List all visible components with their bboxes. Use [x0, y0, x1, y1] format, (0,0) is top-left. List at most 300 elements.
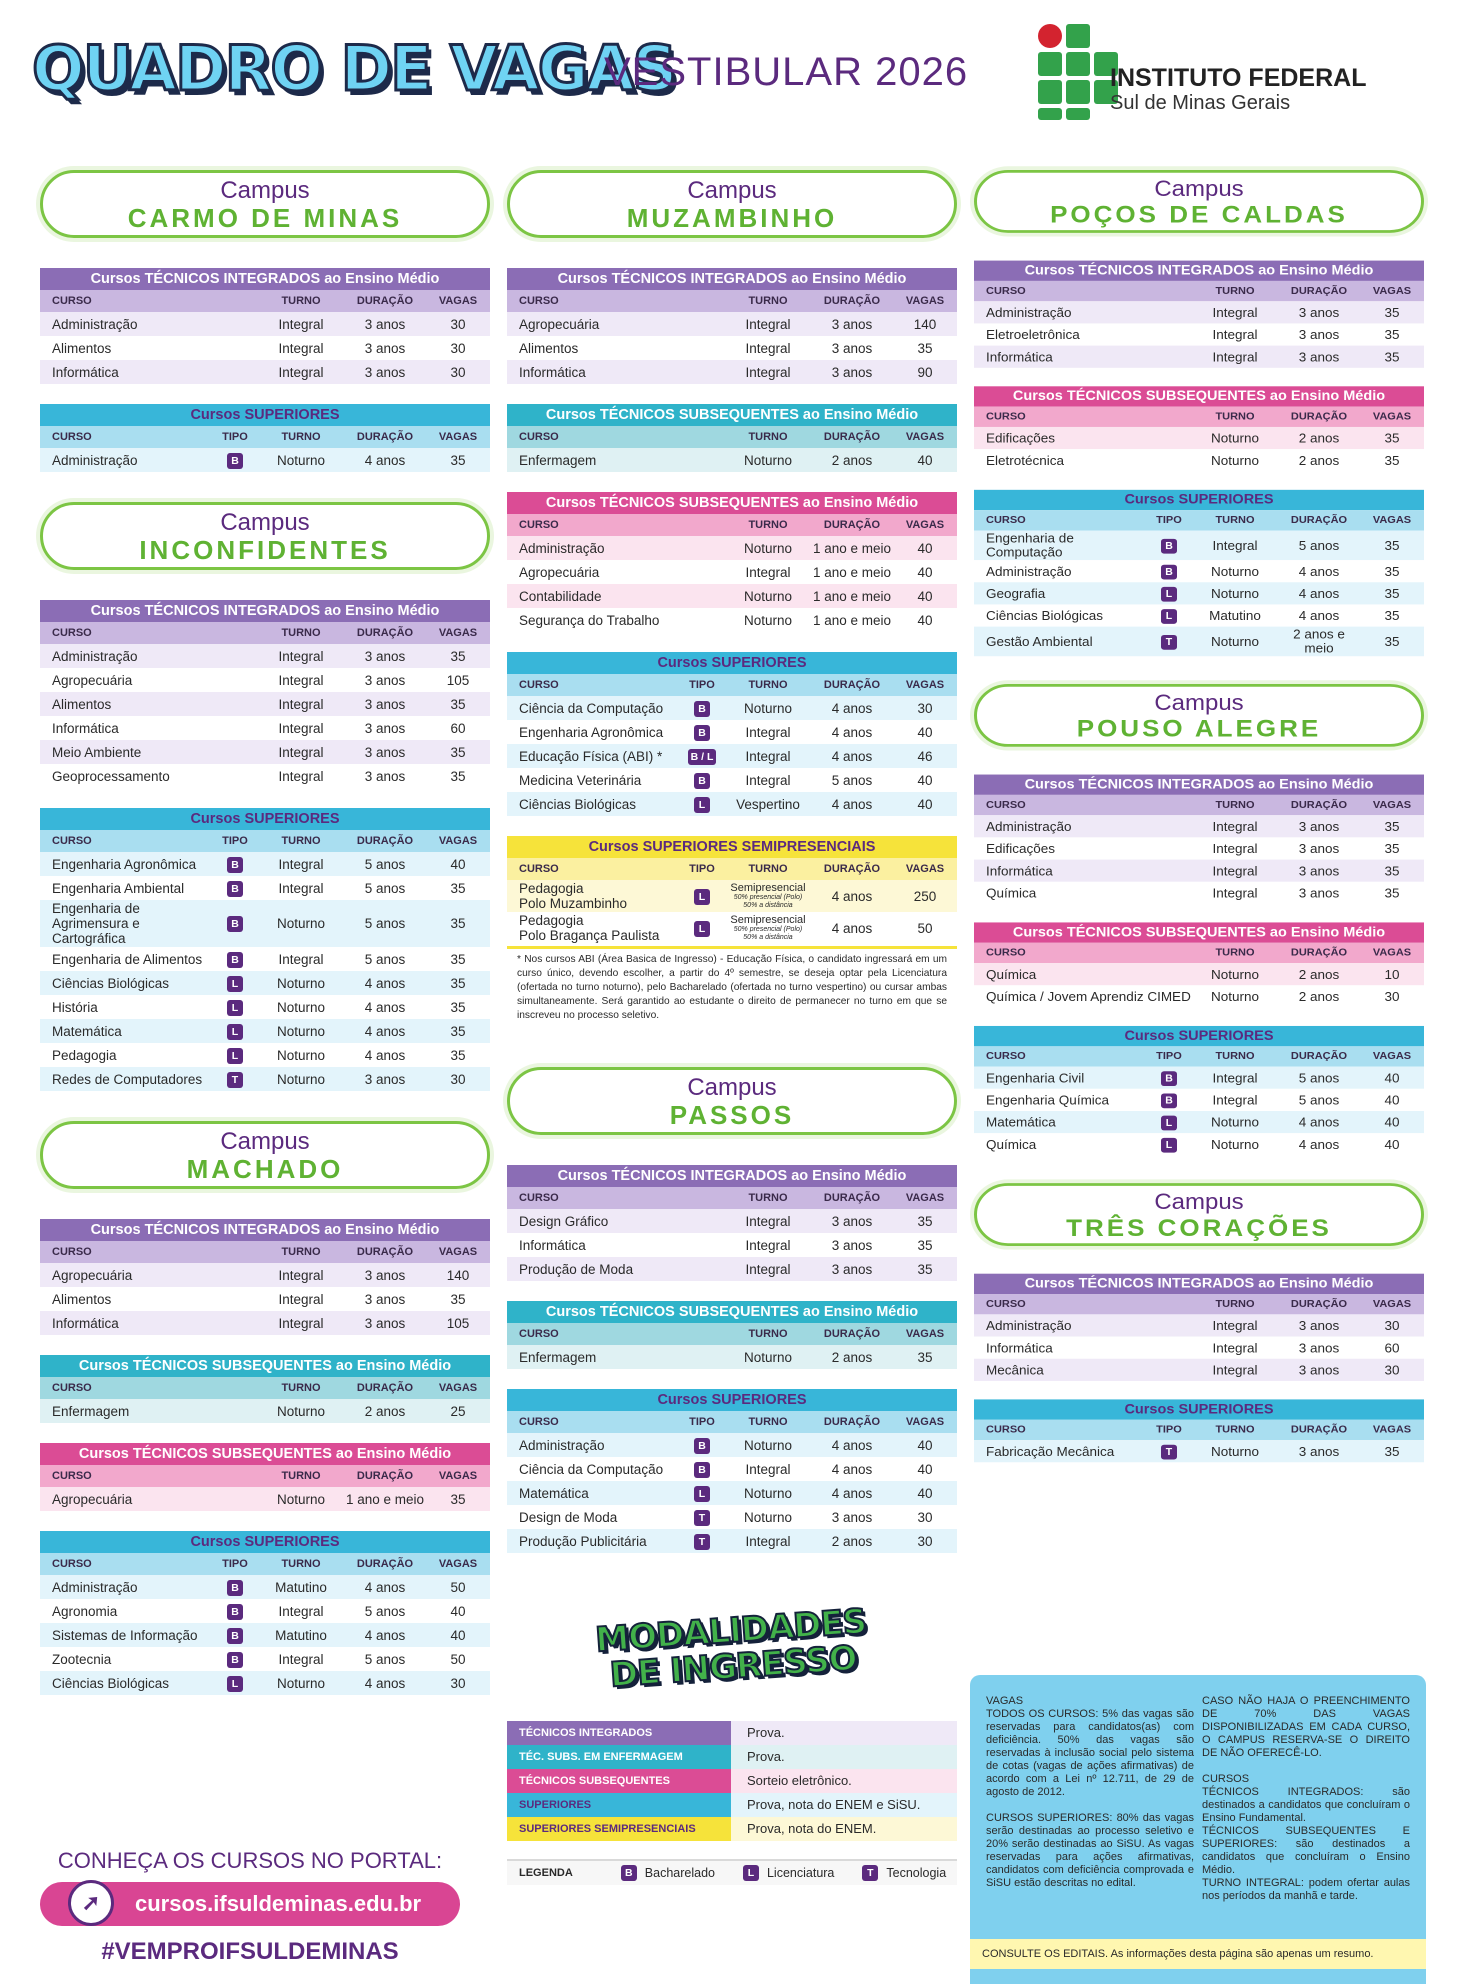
course-name: Informática [986, 863, 1053, 878]
table-row [40, 971, 490, 995]
table-title: Cursos TÉCNICOS SUBSEQUENTES ao Ensino Médio [40, 1355, 490, 1377]
course-name: Medicina Veterinária [519, 772, 642, 788]
table-row [40, 1487, 490, 1511]
course-duration: 4 anos [364, 1023, 406, 1039]
column-headers [40, 1377, 490, 1399]
table-row [507, 336, 957, 360]
course-seats: 35 [1384, 841, 1400, 856]
course-shift: Integral [278, 1651, 324, 1667]
column-middle [507, 170, 957, 1885]
table-title: Cursos TÉCNICOS INTEGRADOS ao Ensino Médio [40, 268, 490, 290]
course-duration: 3 anos [831, 1237, 873, 1253]
col-duracao: DURAÇÃO [356, 1470, 414, 1482]
table-row [974, 1133, 1424, 1155]
table-row [974, 837, 1424, 859]
course-seats: 35 [917, 1261, 933, 1277]
course-duration: 4 anos [831, 1461, 873, 1477]
course-duration: 3 anos [1298, 841, 1340, 856]
course-shift: Integral [278, 856, 324, 872]
course-shift: Noturno [1210, 1444, 1260, 1459]
course-duration: 5 anos [364, 916, 406, 931]
course-type [1146, 1070, 1192, 1086]
course-duration: 4 anos [364, 1627, 406, 1643]
course-type [679, 888, 725, 905]
course-shift: Integral [278, 951, 324, 967]
col-curso: CURSO [986, 285, 1026, 297]
course-table [40, 600, 490, 788]
course-type [212, 856, 258, 873]
page-subtitle: VESTIBULAR 2026 [604, 50, 969, 94]
info-footer: CONSULTE OS EDITAIS. As informações desta página são apenas um resumo. [970, 1939, 1426, 1969]
col-curso: CURSO [986, 799, 1026, 811]
course-name: Enfermagem [519, 452, 597, 468]
course-table [507, 1389, 957, 1553]
col-duracao: DURAÇÃO [823, 519, 881, 531]
course-duration: 3 anos [1298, 1444, 1340, 1459]
course-type [679, 920, 725, 937]
table-title: Cursos TÉCNICOS INTEGRADOS ao Ensino Médio [507, 1165, 957, 1187]
course-shift: Integral [745, 364, 791, 380]
course-shift: Noturno [743, 612, 793, 628]
col-curso: CURSO [986, 1424, 1026, 1436]
campus-name: INCONFIDENTES [139, 535, 391, 565]
campus-word: Campus [220, 509, 310, 536]
course-duration: 3 anos [364, 768, 406, 784]
table-row [974, 860, 1424, 882]
modalidade-row [507, 1721, 957, 1745]
course-seats: 35 [1384, 586, 1400, 601]
course-seats: 35 [450, 1047, 466, 1063]
col-duracao: DURAÇÃO [1290, 514, 1348, 526]
course-duration: 4 anos [831, 1437, 873, 1453]
semi-note: 50% presencial (Polo) 50% a distância [733, 894, 803, 909]
course-duration: 4 anos [1298, 586, 1340, 601]
course-seats: 35 [1384, 453, 1400, 468]
course-duration: 3 anos [364, 720, 406, 736]
col-duracao: DURAÇÃO [823, 863, 881, 875]
table-title: Cursos TÉCNICOS SUBSEQUENTES ao Ensino Médio [507, 404, 957, 426]
table-title: Cursos TÉCNICOS SUBSEQUENTES ao Ensino Médio [507, 1301, 957, 1323]
table-row [40, 995, 490, 1019]
course-duration: 3 anos [1298, 327, 1340, 342]
table-row [40, 448, 490, 472]
col-turno: TURNO [1215, 514, 1255, 526]
course-name: Administração [52, 316, 138, 332]
table-row [974, 1111, 1424, 1133]
course-table [974, 386, 1424, 471]
course-name: Contabilidade [519, 588, 602, 604]
table-row [40, 1399, 490, 1423]
col-turno: TURNO [281, 627, 321, 639]
course-name: Educação Física (ABI) * [519, 748, 663, 764]
course-type [679, 1485, 725, 1502]
course-name: Matemática [52, 1023, 122, 1039]
col-turno: TURNO [748, 1192, 788, 1204]
type-badge: L [694, 797, 710, 813]
course-duration: 5 anos [1298, 1092, 1340, 1107]
course-shift: Integral [1212, 1092, 1258, 1107]
course-shift: Integral [1212, 1070, 1258, 1085]
course-duration: 5 anos [1298, 1070, 1340, 1085]
course-seats: 40 [917, 1485, 933, 1501]
course-name: Pedagogia Polo Muzambinho [519, 881, 628, 911]
course-name: Informática [52, 720, 119, 736]
course-seats: 35 [1384, 538, 1400, 553]
column-headers [507, 858, 957, 880]
course-type [212, 1023, 258, 1040]
course-duration: 4 anos [831, 1485, 873, 1501]
course-shift: Noturno [276, 452, 326, 468]
course-duration: 3 anos [831, 1261, 873, 1277]
col-tipo: TIPO [222, 1558, 248, 1570]
column-headers [40, 622, 490, 644]
col-duracao: DURAÇÃO [356, 835, 414, 847]
column-headers [40, 426, 490, 448]
campus-name: MUZAMBINHO [626, 203, 838, 233]
type-badge: L [227, 1676, 243, 1692]
col-vagas: VAGAS [438, 1246, 478, 1258]
course-duration: 3 anos [831, 364, 873, 380]
course-name: Geoprocessamento [52, 768, 170, 784]
col-vagas: VAGAS [1372, 411, 1412, 423]
course-shift: Semipresencial 50% presencial (Polo) 50% a distância [725, 882, 811, 910]
table-title: Cursos TÉCNICOS INTEGRADOS ao Ensino Médio [40, 600, 490, 622]
course-shift: Integral [278, 1267, 324, 1283]
course-seats: 35 [450, 916, 466, 931]
column-headers [507, 1411, 957, 1433]
course-type [679, 1437, 725, 1454]
col-curso: CURSO [52, 431, 92, 443]
course-shift: Integral [745, 748, 791, 764]
column-headers [974, 1046, 1424, 1066]
type-badge: B [694, 701, 710, 717]
course-shift: Integral [745, 1533, 791, 1549]
table-title: Cursos SUPERIORES SEMIPRESENCIAIS [507, 836, 957, 858]
col-vagas: VAGAS [438, 431, 478, 443]
col-duracao: DURAÇÃO [1290, 1424, 1348, 1436]
course-name: Mecânica [986, 1362, 1044, 1377]
col-curso: CURSO [519, 431, 559, 443]
course-seats: 30 [450, 316, 466, 332]
course-duration: 4 anos [364, 999, 406, 1015]
table-row [40, 947, 490, 971]
course-name: Matemática [519, 1485, 589, 1501]
course-seats: 140 [446, 1267, 470, 1283]
course-duration: 3 anos [831, 1509, 873, 1525]
type-badge: L [227, 1024, 243, 1040]
col-vagas: VAGAS [905, 519, 945, 531]
course-duration: 4 anos [831, 796, 873, 812]
col-curso: CURSO [52, 295, 92, 307]
table-row [974, 449, 1424, 471]
course-seats: 10 [1384, 967, 1400, 982]
portal-label: CONHEÇA OS CURSOS NO PORTAL: [57, 1848, 443, 1873]
course-shift: Integral [278, 720, 324, 736]
col-turno: TURNO [281, 1558, 321, 1570]
col-vagas: VAGAS [905, 431, 945, 443]
table-row [40, 740, 490, 764]
col-duracao: DURAÇÃO [356, 295, 414, 307]
course-seats: 140 [913, 316, 937, 332]
portal-block [40, 1848, 460, 1966]
course-type [212, 1579, 258, 1596]
course-duration: 3 anos [1298, 1340, 1340, 1355]
table-title: Cursos TÉCNICOS SUBSEQUENTES ao Ensino Médio [40, 1443, 490, 1465]
course-shift: Noturno [1210, 967, 1260, 982]
type-badge: B [227, 1628, 243, 1644]
campus-header [507, 1067, 957, 1135]
course-shift: Noturno [743, 452, 793, 468]
logo-line2: Sul de Minas Gerais [1110, 92, 1291, 114]
col-turno: TURNO [281, 835, 321, 847]
table-row [40, 336, 490, 360]
course-shift: Integral [745, 1213, 791, 1229]
course-seats: 30 [917, 1533, 933, 1549]
course-shift: Integral [278, 648, 324, 664]
col-curso: CURSO [52, 1382, 92, 1394]
type-badge: B [1161, 1071, 1177, 1086]
course-duration: 4 anos [1298, 1137, 1340, 1152]
course-shift: Integral [1212, 819, 1258, 834]
col-turno: TURNO [1215, 947, 1255, 959]
course-shift: Integral [278, 1603, 324, 1619]
course-seats: 40 [917, 564, 933, 580]
course-seats: 35 [450, 648, 466, 664]
table-row [507, 744, 957, 768]
course-duration: 3 anos [1298, 1318, 1340, 1333]
course-shift: Noturno [276, 1047, 326, 1063]
col-duracao: DURAÇÃO [1290, 1298, 1348, 1310]
course-name: Ciência da Computação [519, 1461, 664, 1477]
col-curso: CURSO [986, 1050, 1026, 1063]
course-seats: 40 [450, 1603, 466, 1619]
type-badge: B [694, 1438, 710, 1454]
col-curso: CURSO [519, 1416, 559, 1428]
course-duration: 5 anos [364, 880, 406, 896]
table-row [40, 1599, 490, 1623]
col-turno: TURNO [1215, 1050, 1255, 1063]
course-name: Produção de Moda [519, 1261, 634, 1277]
col-turno: TURNO [1215, 411, 1255, 423]
course-duration: 4 anos [1298, 564, 1340, 579]
course-seats: 35 [1384, 634, 1400, 649]
table-title: Cursos TÉCNICOS INTEGRADOS ao Ensino Médio [974, 775, 1424, 795]
col-curso: CURSO [519, 295, 559, 307]
legend-label: Bacharelado [644, 1866, 715, 1880]
table-title: Cursos SUPERIORES [40, 808, 490, 830]
campus-name: POUSO ALEGRE [1076, 714, 1322, 743]
col-tipo: TIPO [689, 863, 715, 875]
course-duration: 5 anos [1298, 538, 1340, 553]
modalidade-label: TÉC. SUBS. EM ENFERMAGEM [507, 1745, 731, 1769]
col-curso: CURSO [519, 679, 559, 691]
col-curso: CURSO [52, 1470, 92, 1482]
modalidades-table [507, 1721, 957, 1841]
modalidade-value: Sorteio eletrônico. [731, 1769, 957, 1793]
course-seats: 35 [1384, 608, 1400, 623]
course-seats: 35 [450, 951, 466, 967]
course-name: Ciências Biológicas [52, 1675, 170, 1691]
course-name: Química [986, 967, 1037, 982]
table-row [974, 1337, 1424, 1359]
col-duracao: DURAÇÃO [356, 1382, 414, 1394]
cursor-icon: ➚ [68, 1880, 114, 1926]
table-row [40, 1287, 490, 1311]
course-seats: 90 [917, 364, 933, 380]
col-tipo: TIPO [689, 679, 715, 691]
course-duration: 3 anos [364, 1315, 406, 1331]
table-row [40, 900, 490, 947]
course-seats: 35 [1384, 564, 1400, 579]
campus-header [507, 170, 957, 238]
table-row [974, 1440, 1424, 1462]
column-left [40, 170, 490, 1725]
course-type [679, 700, 725, 717]
course-name: Administração [986, 305, 1072, 320]
type-badge: B [1161, 538, 1177, 553]
table-row [507, 1209, 957, 1233]
col-duracao: DURAÇÃO [1290, 947, 1348, 959]
modalidade-label: SUPERIORES SEMIPRESENCIAIS [507, 1817, 731, 1841]
type-badge: B [227, 857, 243, 873]
course-name: Química [986, 885, 1037, 900]
type-badge: B [227, 453, 243, 469]
course-seats: 40 [1384, 1115, 1400, 1130]
course-table [974, 261, 1424, 368]
col-vagas: VAGAS [1372, 285, 1412, 297]
course-duration: 2 anos e meio [1293, 627, 1345, 656]
course-duration: 4 anos [831, 748, 873, 764]
col-curso: CURSO [52, 835, 92, 847]
column-headers [40, 290, 490, 312]
campus-name: TRÊS CORAÇÕES [1066, 1213, 1332, 1242]
table-row [974, 1089, 1424, 1111]
course-name: Produção Publicitária [519, 1533, 647, 1549]
table-title: Cursos SUPERIORES [40, 404, 490, 426]
column-headers [507, 426, 957, 448]
table-row [40, 716, 490, 740]
col-curso: CURSO [519, 519, 559, 531]
col-vagas: VAGAS [438, 627, 478, 639]
course-duration: 1 ano e meio [812, 588, 892, 604]
legend-label: Tecnologia [886, 1866, 947, 1880]
column-headers [507, 1323, 957, 1345]
course-table [40, 1355, 490, 1423]
table-row [40, 644, 490, 668]
col-vagas: VAGAS [1372, 1424, 1412, 1436]
column-headers [974, 510, 1424, 530]
course-table [40, 404, 490, 472]
course-duration: 4 anos [364, 452, 406, 468]
modalidade-value: Prova, nota do ENEM e SiSU. [731, 1793, 957, 1817]
table-row [507, 792, 957, 816]
table-row [40, 1671, 490, 1695]
course-name: Administração [52, 1579, 138, 1595]
course-table [507, 836, 957, 944]
course-type [1146, 608, 1192, 624]
course-shift: Integral [745, 1261, 791, 1277]
table-row [40, 312, 490, 336]
course-duration: 5 anos [364, 1603, 406, 1619]
semi-note: 50% presencial (Polo) 50% a distância [733, 926, 803, 941]
course-duration: 3 anos [364, 316, 406, 332]
course-seats: 40 [1384, 1070, 1400, 1085]
course-shift: Noturno [276, 916, 326, 931]
course-seats: 35 [1384, 431, 1400, 445]
course-shift: Noturno [1210, 431, 1260, 445]
modalidade-value: Prova. [731, 1745, 957, 1769]
table-title: Cursos TÉCNICOS SUBSEQUENTES ao Ensino Médio [507, 492, 957, 514]
type-badge: L [227, 976, 243, 992]
table-row [974, 1314, 1424, 1336]
table-row [40, 852, 490, 876]
logo-red-dot [1038, 24, 1062, 48]
course-seats: 40 [1384, 1092, 1400, 1107]
course-seats: 30 [450, 364, 466, 380]
course-duration: 3 anos [364, 696, 406, 712]
course-shift: Integral [1212, 1362, 1258, 1377]
course-shift: Integral [278, 768, 324, 784]
table-row [40, 360, 490, 384]
course-seats: 35 [450, 999, 466, 1015]
type-badge: B [1161, 564, 1177, 579]
course-name: Enfermagem [52, 1403, 130, 1419]
table-title: Cursos SUPERIORES [974, 1399, 1424, 1419]
course-shift: Noturno [743, 1509, 793, 1525]
campus-header [40, 1121, 490, 1189]
course-duration: 3 anos [1298, 885, 1340, 900]
course-seats: 40 [917, 612, 933, 628]
course-seats: 40 [1384, 1137, 1400, 1152]
table-row [974, 604, 1424, 626]
col-turno: TURNO [748, 1416, 788, 1428]
course-seats: 60 [1384, 1340, 1400, 1355]
table-row [507, 448, 957, 472]
type-badge: T [694, 1510, 710, 1526]
course-table [40, 1219, 490, 1335]
campus-word: Campus [1154, 176, 1244, 202]
column-headers [974, 943, 1424, 963]
campus-word: Campus [1154, 1189, 1244, 1215]
portal-url: cursos.ifsuldeminas.edu.br [135, 1891, 422, 1916]
course-seats: 60 [450, 720, 466, 736]
course-name: Meio Ambiente [52, 744, 142, 760]
legend-title: LEGENDA [519, 1867, 573, 1879]
course-name: Engenharia Civil [986, 1070, 1085, 1085]
course-shift: Integral [278, 696, 324, 712]
col-duracao: DURAÇÃO [356, 431, 414, 443]
course-seats: 30 [450, 1071, 466, 1087]
table-title: Cursos TÉCNICOS SUBSEQUENTES ao Ensino Médio [974, 386, 1424, 406]
course-shift: Noturno [1210, 634, 1260, 649]
course-shift: Noturno [1210, 453, 1260, 468]
portal-link[interactable] [40, 1882, 460, 1926]
col-curso: CURSO [519, 1192, 559, 1204]
course-seats: 40 [917, 588, 933, 604]
course-seats: 30 [1384, 989, 1400, 1004]
course-name: Ciências Biológicas [52, 975, 170, 991]
campus-name: PASSOS [669, 1100, 795, 1130]
course-name: Informática [986, 1340, 1053, 1355]
course-seats: 35 [450, 744, 466, 760]
col-vagas: VAGAS [1372, 799, 1412, 811]
course-shift: Semipresencial 50% presencial (Polo) 50% a distância [725, 914, 811, 942]
campus-header [40, 502, 490, 570]
course-shift: Integral [1212, 1318, 1258, 1333]
column-headers [974, 281, 1424, 301]
course-duration: 4 anos [364, 975, 406, 991]
course-duration: 1 ano e meio [812, 612, 892, 628]
